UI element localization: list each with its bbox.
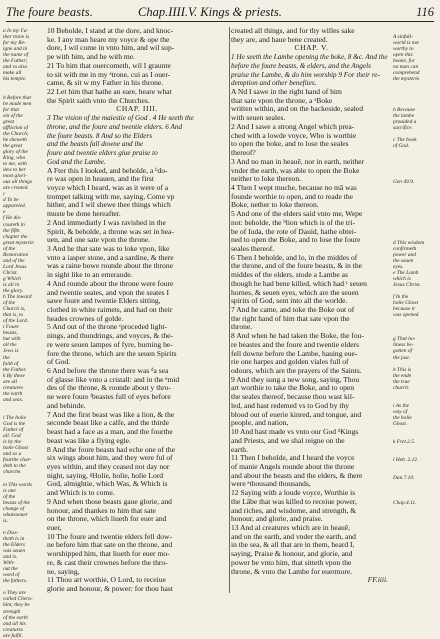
- verse-line: throne, & vnto the Lambe for euermore.: [231, 566, 353, 576]
- verse-line: though he had bene killed, which had ᶜ seuen: [231, 278, 367, 288]
- verse-line: trompet talking with me, saying, Come vp: [47, 191, 175, 201]
- verse-line: odours, which are the prayers of the Saints.: [231, 366, 362, 376]
- verse-line: and behinde.: [47, 400, 86, 410]
- verse-line: thereof?: [231, 148, 256, 158]
- chapter-heading: CHAP. V.: [294, 43, 329, 53]
- verse-line: 8 And when he had taken the Boke, the fou-: [231, 331, 364, 341]
- verse-line: the throne, and of the foure beasts, & in the: [231, 261, 362, 271]
- verse-line: that sate vpon the throne, a ᵃBoke: [231, 95, 333, 105]
- verse-line: 10 And hast made vs vnto our God ᵈKings: [231, 427, 359, 437]
- verse-line: 4 Then I wept muche, because no mā was: [231, 182, 357, 192]
- verse-line: 3 And no man in heauē, nor in earth, neither: [231, 156, 365, 166]
- header-left: The foure beasts.: [6, 5, 93, 19]
- verse-line: 5 And out of the throne ᶜproceded light-: [47, 322, 167, 332]
- verse-line: night, saying, ᵍHolie, holie, holie Lord: [47, 470, 164, 480]
- verse-line: dore, I wil come in vnto him, and wil sup-: [47, 43, 175, 53]
- chapter-summary-line: demption and other benefites.: [231, 79, 317, 88]
- verse-line: came, & sit w my Father in his throne.: [47, 78, 164, 88]
- verse-line: neither to loke thereon.: [231, 174, 301, 184]
- header-rule: [6, 21, 434, 22]
- verse-line: hornes, & seuen eyes, which are the seuen: [231, 287, 359, 297]
- verse-line: to sit with me in my ᵃtrone, cui as I ouer-: [47, 69, 171, 79]
- verse-line: fore the throne, which are the seuen Spirits: [47, 348, 177, 358]
- verse-line: 9 And they sung a new song, saying, Thou: [231, 374, 360, 384]
- verse-line: and Which is to come.: [47, 488, 115, 498]
- verse-line: middes of the elders, stode a Lambe as: [231, 270, 348, 280]
- verse-line: 7 And he came, and toke the Boke out of: [231, 305, 355, 314]
- verse-line: 10 Beholde, I stand at the dore, and knoc-: [47, 27, 174, 35]
- verse-line: re beastes and the foure and twentie elders: [231, 339, 360, 349]
- verse-line: beast was like a flying egle.: [47, 435, 131, 445]
- chapter-summary-line: 1 He seeth the Lambe opening the boke, 8 &c. And the: [231, 53, 388, 62]
- verse-line: nings, and thundrings, and voyces, & the-: [47, 331, 173, 341]
- verse-line: re was open in heauen, and the first: [47, 174, 154, 184]
- column-divider: [229, 27, 230, 593]
- verse-line: 3 And he that sate was to loke vpon, like: [47, 243, 170, 253]
- verse-line: led, and hast redemed vs to God by thy: [231, 400, 350, 410]
- verse-line: heades crownes of golde.: [47, 313, 124, 323]
- right-margin-notes: A sinfull- world is not worthy to open this booke, for no man can comprehend the mysterie. b Because the lambe prouided a sacrifice. c The book of God. Gen 49.9. d This wisdom confirmeth power and the seuen eyes. e The Lamb which is Jesus Christ. f In the holie Ghost because it was opened. g That ho- liness be- gotten of the just. h This is the ende the true church. i As the way of the holie Ghost. k Fret.2.5. l Heb. 2.12. Dan.7.10. Chap.4.11.: [393, 34, 425, 506]
- verse-line: 21 To him that ouercometh, wil I graunte: [47, 60, 171, 70]
- left-column: [47, 27, 227, 597]
- verse-line: art worthie to take the Boke, and to open: [231, 383, 355, 393]
- verse-line: the Lābe that was killed to receiue power,: [231, 496, 357, 506]
- header-center: Chap.IIII.V. Kings & priests.: [138, 5, 282, 19]
- signature-mark: FF.iiii.: [367, 575, 388, 585]
- verse-line: ned to open the Boke, and to lose the foure: [231, 235, 361, 245]
- verse-line: of God.: [47, 357, 71, 367]
- chapter-summary-line: foure and twentie elders giue praise to: [47, 149, 158, 158]
- verse-line: voyce which I heard, was as it were of a: [47, 182, 169, 192]
- verse-line: six wings about him, and they were ful of: [47, 453, 173, 463]
- verse-line: 6 And before the throne there was ᵈa sea: [47, 366, 169, 376]
- verse-line: 12 Saying with a loude voyce, Worthie is: [231, 488, 356, 498]
- verse-line: Boke, nether to loke thereon.: [231, 200, 319, 210]
- verse-line: ne, saying,: [47, 566, 80, 576]
- verse-line: written within, and on the backeside, sealed: [231, 104, 364, 114]
- verse-line: honour, and glorie, and praise.: [231, 514, 323, 524]
- verse-line: re, & cast their crownes before the thro-: [47, 557, 168, 567]
- verse-line: sawe foure and twentie Elders sitting,: [47, 296, 161, 306]
- verse-line: 7 And the first beast was like a lion, & the: [47, 409, 175, 419]
- verse-line: of manie Angels rounde about the throne: [231, 461, 355, 471]
- verse-line: pe with him, and he with me.: [47, 52, 136, 62]
- verse-line: power be vnto him, that sitteth vpon the: [231, 557, 352, 567]
- verse-line: worshipped him, that liueth for euer mo-: [47, 549, 170, 559]
- chapter-summary-line: and the beasts fall downe and the: [47, 140, 144, 149]
- chapter-heading: CHAP. IIII.: [116, 104, 158, 114]
- verse-line: vnto a iasper stone, and a sardine, & there: [47, 252, 174, 262]
- chapter-summary-line: throne, and the foure and twentie elders. 6 And: [47, 122, 183, 131]
- verse-line: seales thereof.: [231, 243, 275, 253]
- verse-line: the seales thereof, because thou wast kil-: [231, 392, 355, 402]
- verse-line: 13 And al creatures which are in heauē,: [231, 522, 351, 532]
- verse-line: 5 And one of the elders said vnto me, Wepe: [231, 209, 363, 219]
- verse-line: created all things, and for thy willes sake: [231, 27, 355, 35]
- verse-line: uen, and one sate vpon the throne.: [47, 235, 151, 245]
- verse-line: people, and nation,: [231, 418, 289, 428]
- verse-line: seconde beast like a calfe, and the thirde: [47, 418, 169, 428]
- verse-line: eyes within, and they ceased not day nor: [47, 461, 170, 471]
- verse-line: ke. I any man heare my voyce & ope the: [47, 34, 170, 44]
- verse-line: 10 The foure and twentie elders fell dow-: [47, 531, 172, 541]
- chapter-summary-line: 3 The vision of the maiestie of God . 4 He seeth the: [47, 114, 194, 123]
- verse-line: hither, and I wil shewe thee things which: [47, 200, 171, 210]
- verse-line: des of the throne, & rounde about y thro-: [47, 383, 171, 393]
- verse-line: A Nd I sawe in the right hand of him: [231, 87, 342, 97]
- verse-line: be of Iuda, the rote of Dauid, hathe obtei-: [231, 226, 357, 236]
- verse-line: earth.: [231, 444, 248, 454]
- verse-line: Spirit, & beholde, a throne was set in hea-: [47, 226, 175, 236]
- verse-line: 4 And rounde about the throne were foure: [47, 278, 174, 288]
- verse-line: and about the beasts and the elders, & there: [231, 470, 363, 480]
- verse-line: blood out of euerie kinred, and tongue, and: [231, 409, 362, 419]
- verse-line: 9 And when those beasts gaue glorie, and: [47, 496, 172, 506]
- verse-line: euer,: [47, 522, 62, 532]
- verse-line: on the throne, which liueth for euer and: [47, 514, 167, 524]
- verse-line: spirits of God, sent into all the worlde.: [231, 296, 348, 306]
- verse-line: in the sea, & all that are in them, heard I,: [231, 540, 355, 550]
- verse-line: 2 And immediatly I was ravished in the: [47, 217, 166, 227]
- chapter-summary-line: before the foure beasts, & elders, and the Angels: [231, 61, 371, 70]
- verse-line: 8 And the foure beasts had eche one of the: [47, 444, 176, 454]
- left-margin-notes: a In my Fa- ther trone is for my Re- igne and in the name of the Father; and vs also make all his temple. b Before that he made men for that sin of the great affliction of the Church; he sheweth the great glory of the King, who to me, with dew to her most glori- ous all things are created. c d To be appareled. e f He dis- coureth in the fifth chapter the great mysterie of the Restoration and of the Lord Jesus Christ. g Which is all in the glory. h The inward of the Church is, that is, to of the Lord. i Foure beasts, but with all the Jews is the faith of the Father. k By these are all creatures the earth and seas. l The holie God is the Father of all. God is by the holie Ghost and so a fourthe char- deth to the churche. m This words is one of the beasts of the change of whatsoeuer is. n Diss- theth is in the Elders was seuen and is. With- out the word of the fathers. o They are called Cheru- bim; they be strength of the earth and all his creatures are fulfil.: [3, 28, 34, 639]
- running-header: [6, 5, 434, 21]
- verse-line: re were seuen lampes of fyre, burning be-: [47, 339, 173, 349]
- verse-line: to open the boke, and to lose the seales: [231, 139, 349, 149]
- verse-line: glorie and honour, & power: for thou hast: [47, 584, 173, 593]
- verse-line: was a raine bowe rounde about the throne: [47, 261, 173, 271]
- right-column: [231, 27, 392, 597]
- verse-line: honour, and thankes to him that sate: [47, 505, 156, 515]
- verse-line: God, almightie, which Was, & Which is: [47, 479, 168, 489]
- verse-line: the Spirit saith vnto the Churches.: [47, 95, 150, 105]
- verse-line: 11 Thou art worthie, O Lord, to receiue: [47, 575, 166, 585]
- verse-line: 11 Then I beholde, and I heard the voyce: [231, 453, 355, 463]
- verse-line: muste be done hereafter.: [47, 209, 121, 219]
- verse-line: not: beholde, the ᵇlion which is of the tri-: [231, 217, 356, 227]
- verse-line: A Fter this I looked, and beholde, a ᵇdo-: [47, 165, 168, 175]
- verse-line: beast had a face as a man, and the fourthe: [47, 427, 173, 437]
- verse-line: were ᵉthousand thousands,: [231, 479, 311, 489]
- verse-line: clothed in white raimets, and had on their: [47, 305, 173, 314]
- verse-line: of glasse like vnto a cristall: and in the ᵉmid: [47, 374, 180, 384]
- chapter-summary-line: praise the Lambe, & do him worship 9 For their re-: [231, 70, 380, 79]
- verse-line: with seuen seales.: [231, 113, 286, 123]
- verse-line: saying, Praise & honour, and glorie, and: [231, 549, 353, 559]
- chapter-summary-line: the foure beasts. 8 And so the Elders: [47, 131, 153, 140]
- verse-line: 6 Then I beholde, and lo, in the middes of: [231, 252, 358, 262]
- verse-line: founde worthie to open, and to reade the: [231, 191, 353, 201]
- verse-line: rie one harpes and golden viales full of: [231, 357, 349, 367]
- page-number: 116: [416, 5, 434, 19]
- verse-line: throne.: [231, 322, 253, 332]
- verse-line: ne before him that sate on the throne, and: [47, 540, 173, 550]
- verse-line: and twentie seates, and vpon the seates I: [47, 287, 169, 297]
- verse-line: in sight like to an emeraude.: [47, 270, 133, 280]
- verse-line: 22 Let him that hathe an eare, heare what: [47, 87, 172, 97]
- verse-line: and Priests, and we shal reigne on the: [231, 435, 345, 445]
- verse-line: the right hand of him that sate vpon the: [231, 313, 350, 323]
- verse-line: vnder the earth, was able to open the Boke: [231, 165, 360, 175]
- verse-line: ched with a lowde voyce, Who is worthie: [231, 130, 357, 140]
- verse-line: ne were foure ᶠbeastes full of eyes before: [47, 392, 171, 402]
- chapter-summary-line: God and the Lambe.: [47, 157, 106, 166]
- verse-line: and on the earth, and vnder the earth, and: [231, 531, 356, 541]
- verse-line: 2 And I sawe a strong Angel which prea-: [231, 121, 355, 131]
- verse-line: and riches, and wisdome, and strength, &: [231, 505, 357, 515]
- verse-line: fell downe before the Lambe, hauing eue-: [231, 348, 358, 358]
- verse-line: they are, and haue bene created.: [231, 34, 328, 44]
